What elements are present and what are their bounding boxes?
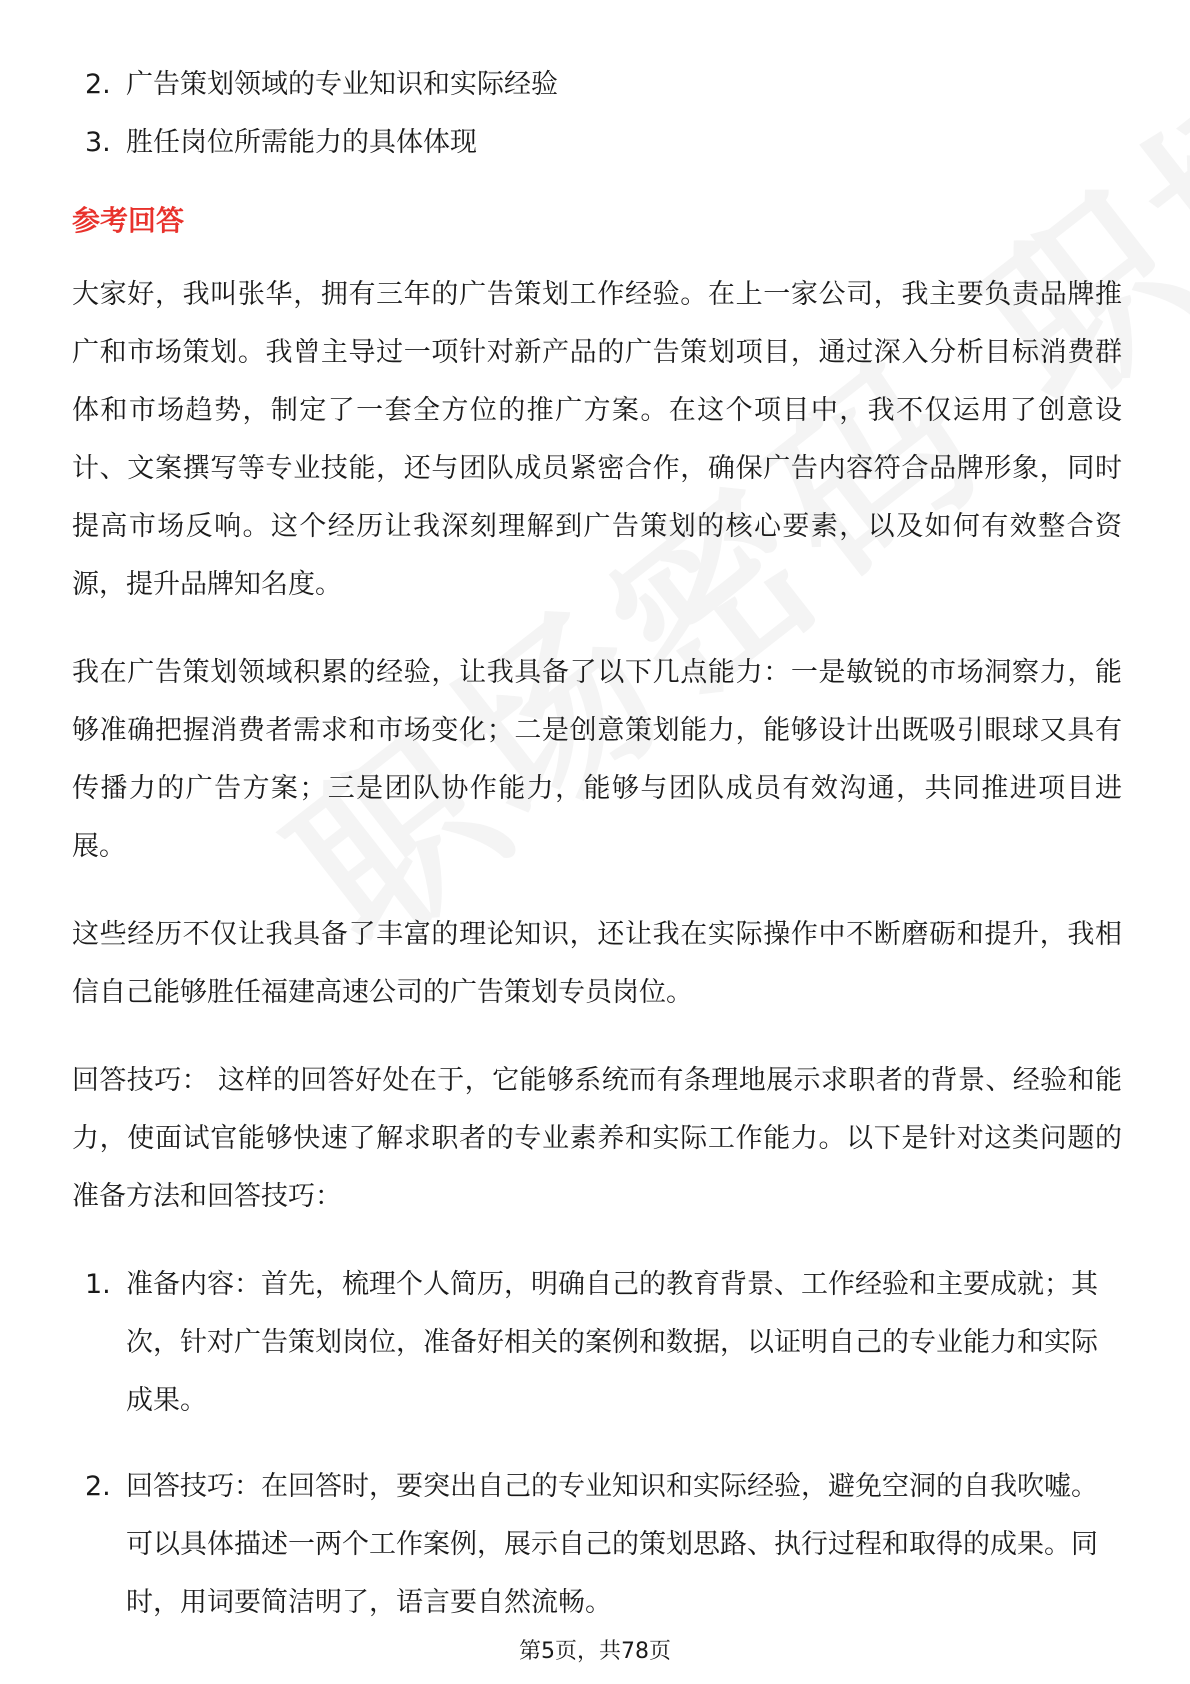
list-item-text: 准备内容：首先，梳理个人简历，明确自己的教育背景、工作经验和主要成就；其次，针对广告策划岗位，准备好相关的案例和数据，以证明自己的专业能力和实际成果。 [126, 1269, 1098, 1416]
list-item-text: 广告策划领域的专业知识和实际经验 [126, 69, 558, 100]
list-item-text: 胜任岗位所需能力的具体体现 [126, 127, 477, 158]
answer-paragraph: 我在广告策划领域积累的经验，让我具备了以下几点能力：一是敏锐的市场洞察力，能够准确把握消费者需求和市场变化；二是创意策划能力，能够设计出既吸引眼球又具有传播力的广告方案；三是团队协作能力，能够与团队成员有效沟通，共同推进项目进展。 [72, 657, 1122, 862]
list-number: 2. [85, 69, 111, 100]
list-number: 1. [85, 1269, 111, 1300]
answer-paragraph: 这些经历不仅让我具备了丰富的理论知识，还让我在实际操作中不断磨砺和提升，我相信自己能够胜任福建高速公司的广告策划专员岗位。 [72, 919, 1122, 1008]
list-item [72, 1458, 1122, 1632]
list-number: 2. [85, 1471, 111, 1502]
tips-list [72, 1256, 1122, 1632]
tips-intro-paragraph: 回答技巧： 这样的回答好处在于，它能够系统而有条理地展示求职者的背景、经验和能力，使面试官能够快速了解求职者的专业素养和实际工作能力。以下是针对这类问题的准备方法和回答技巧： [72, 1065, 1122, 1212]
section-title: 参考回答 [72, 204, 185, 237]
list-item [72, 56, 1122, 114]
page-content [72, 56, 1122, 1660]
answer-paragraph: 大家好，我叫张华，拥有三年的广告策划工作经验。在上一家公司，我主要负责品牌推广和市场策划。我曾主导过一项针对新产品的广告策划项目，通过深入分析目标消费群体和市场趋势，制定了一套全方位的推广方案。在这个项目中，我不仅运用了创意设计、文案撰写等专业技能，还与团队成员紧密合作，确保广告内容符合品牌形象，同时提高市场反响。这个经历让我深刻理解到广告策划的核心要素，以及如何有效整合资源，提升品牌知名度。 [72, 279, 1122, 600]
page-number: 第5页，共78页 [519, 1639, 671, 1664]
list-number: 3. [85, 127, 111, 158]
list-item-text: 回答技巧：在回答时，要突出自己的专业知识和实际经验，避免空洞的自我吹嘘。可以具体描述一两个工作案例，展示自己的策划思路、执行过程和取得的成果。同时，用词要简洁明了，语言要自然流畅。 [126, 1471, 1098, 1618]
list-item [72, 114, 1122, 172]
list-item [72, 1256, 1122, 1430]
requirements-list [72, 56, 1122, 172]
